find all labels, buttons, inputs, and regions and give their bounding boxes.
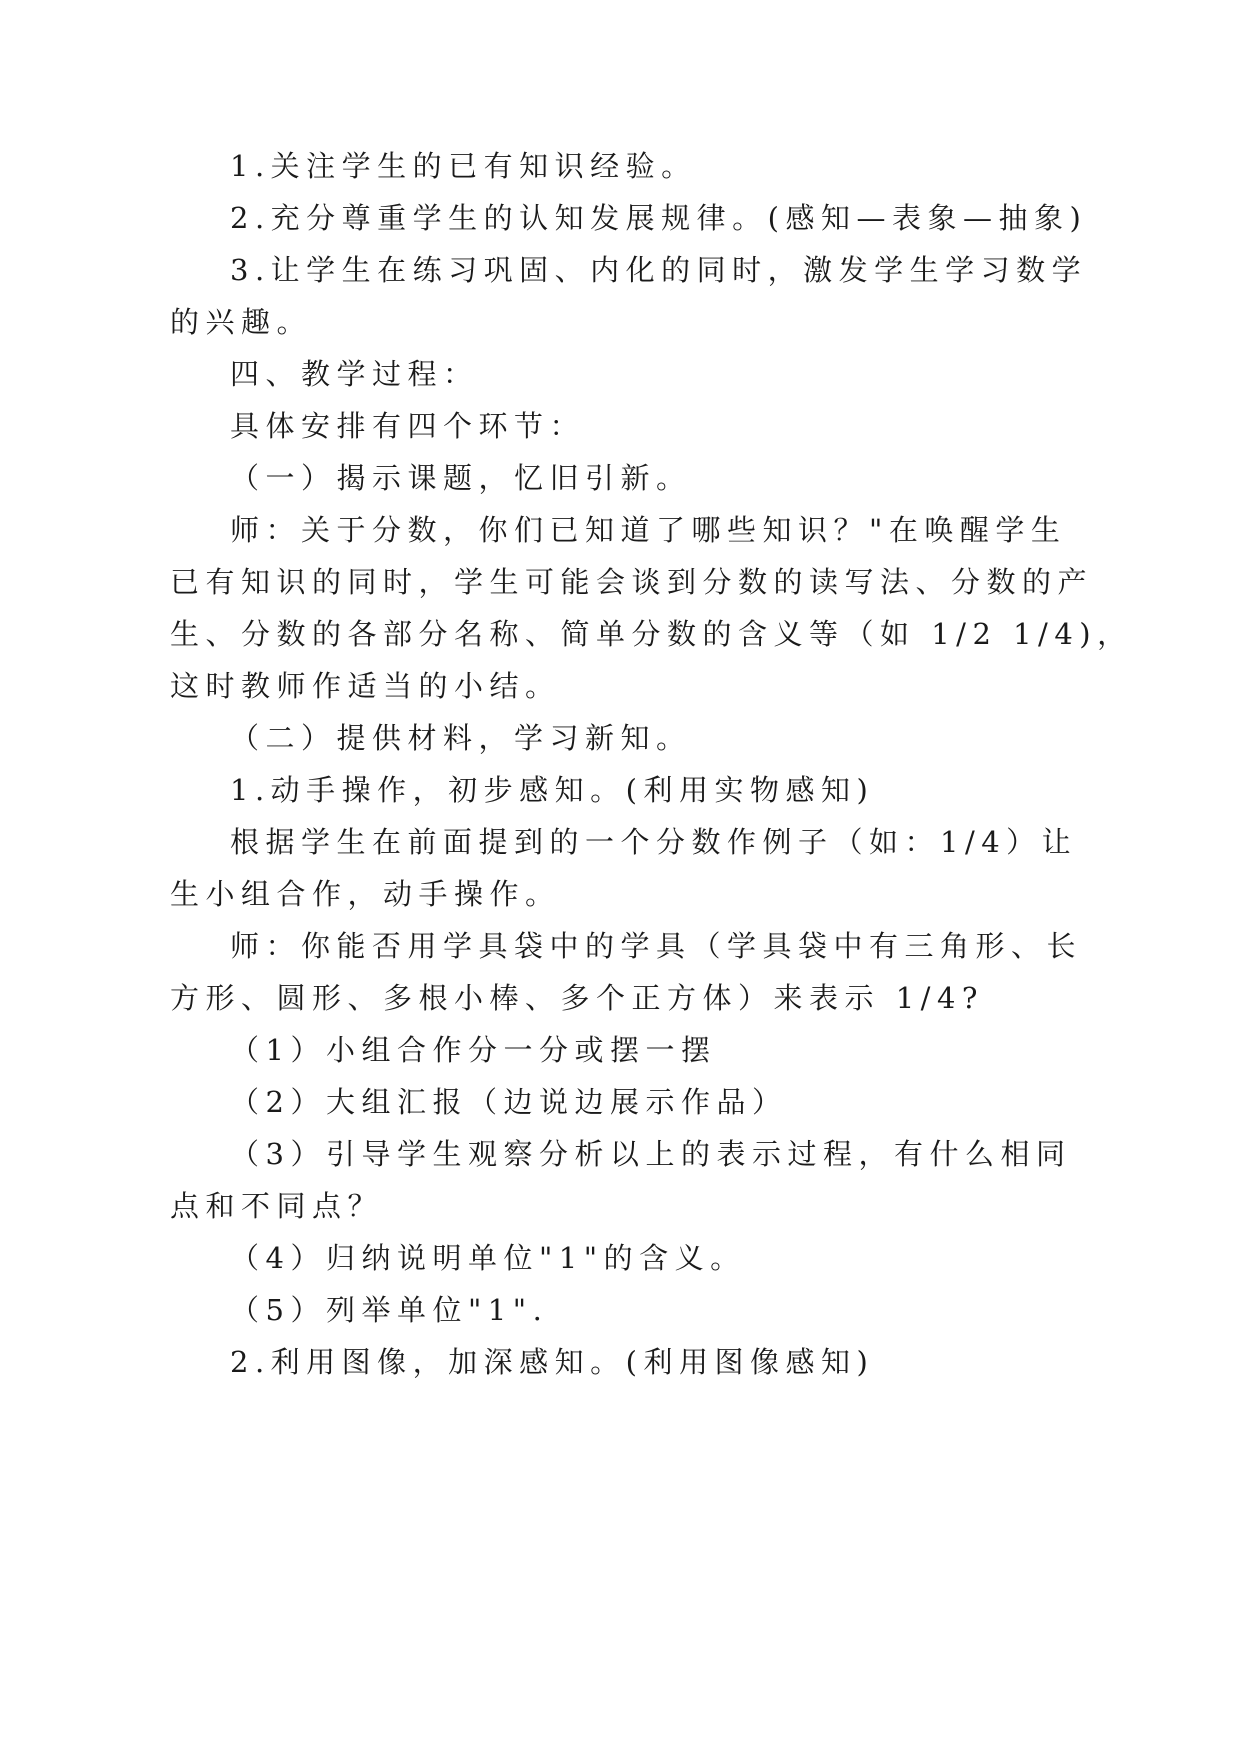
paragraph-line: 2.利用图像，加深感知。(利用图像感知): [230, 1345, 875, 1379]
paragraph-line: 这时教师作适当的小结。: [170, 669, 561, 703]
list-item: （2）大组汇报（边说边展示作品）: [230, 1085, 788, 1119]
section-heading: 四、教学过程：: [230, 357, 479, 391]
paragraph-line: 1.关注学生的已有知识经验。: [230, 149, 697, 183]
paragraph-line: 1.动手操作，初步感知。(利用实物感知): [230, 773, 875, 807]
paragraph-line: 师：你能否用学具袋中的学具（学具袋中有三角形、长: [230, 929, 1083, 963]
list-item: （4）归纳说明单位"1"的含义。: [230, 1241, 746, 1275]
paragraph-line: 点和不同点？: [170, 1189, 384, 1223]
paragraph-line: 具体安排有四个环节：: [230, 409, 586, 443]
paragraph-line: 生小组合作，动手操作。: [170, 877, 561, 911]
list-item: （1）小组合作分一分或摆一摆: [230, 1033, 717, 1067]
paragraph-line: 方形、圆形、多根小棒、多个正方体）来表示 1/4?: [170, 981, 984, 1015]
paragraph-line: 的兴趣。: [170, 305, 313, 339]
paragraph-line: 师：关于分数，你们已知道了哪些知识？"在唤醒学生: [230, 513, 1067, 547]
paragraph-line: 生、分数的各部分名称、简单分数的含义等（如 1/2 1/4)，: [170, 617, 1133, 651]
paragraph-line: 2.充分尊重学生的认知发展规律。(感知—表象—抽象): [230, 201, 1088, 235]
paragraph-line: 3.让学生在练习巩固、内化的同时，激发学生学习数学: [230, 253, 1088, 287]
subsection-heading: （一）揭示课题，忆旧引新。: [230, 461, 692, 495]
subsection-heading: （二）提供材料，学习新知。: [230, 721, 692, 755]
paragraph-line: 根据学生在前面提到的一个分数作例子（如：1/4）让: [230, 825, 1078, 859]
paragraph-line: 已有知识的同时，学生可能会谈到分数的读写法、分数的产: [170, 565, 1094, 599]
list-item: （5）列举单位"1".: [230, 1293, 549, 1327]
list-item: （3）引导学生观察分析以上的表示过程，有什么相同: [230, 1137, 1072, 1171]
